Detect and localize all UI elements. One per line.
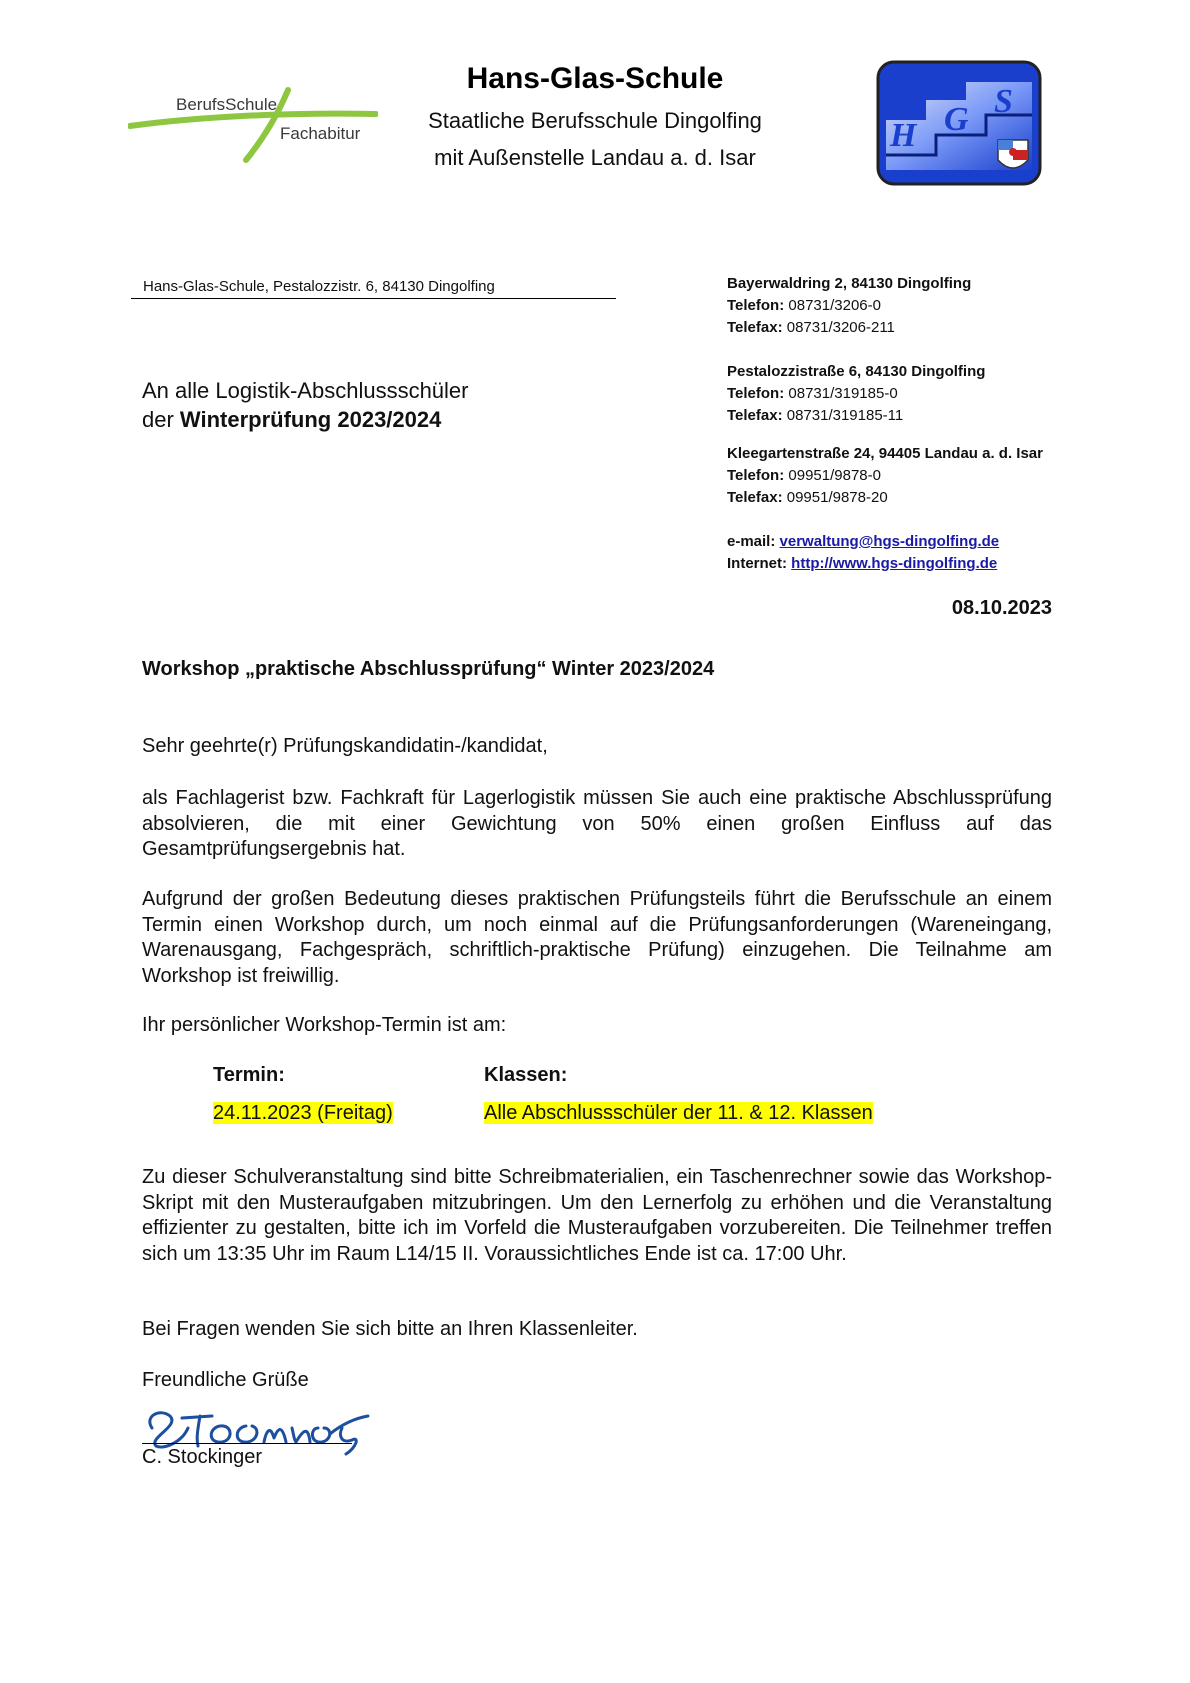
contact-block xyxy=(727,273,1107,575)
hgs-logo xyxy=(876,60,1042,186)
termin-value: 24.11.2023 (Freitag) xyxy=(213,1102,393,1124)
signature-line xyxy=(142,1443,352,1444)
logo-text-fachabitur: Fachabitur xyxy=(280,124,361,143)
hgs-letter-h: H xyxy=(890,117,917,154)
school-subtitle-1: Staatliche Berufsschule Dingolfing xyxy=(428,108,762,133)
school-subtitle-2: mit Außenstelle Landau a. d. Isar xyxy=(434,145,756,170)
recipient-exam-name: Winterprüfung 2023/2024 xyxy=(179,407,442,432)
hgs-letter-s: S xyxy=(994,83,1013,120)
school-name: Hans-Glas-Schule xyxy=(466,62,724,95)
paragraph-2: Aufgrund der großen Bedeutung dieses praktischen Prüfungsteils führt die Berufsschule an einem Termin einen Workshop durch, um noch einmal auf die Prüfungsanforderungen (Wareneingang, Warenausgang, Fachgespräch, schriftlich-praktische Prüfung) einzugehen. Die Teilnahme am Workshop ist freiwillig. xyxy=(142,888,1052,987)
recipient-line-1: An alle Logistik-Abschlussschüler xyxy=(142,378,469,403)
sender-return-address: Hans-Glas-Schule, Pestalozzistr. 6, 84130 Dingolfing xyxy=(131,278,616,299)
letter-subject: Workshop „praktische Abschlussprüfung“ Winter 2023/2024 xyxy=(142,658,715,680)
recipient-block xyxy=(142,376,469,434)
klassen-label: Klassen: xyxy=(484,1064,568,1086)
location-2-fax: Telefax: 08731/319185-11 xyxy=(727,407,904,424)
logo-text-berufsschule: BerufsSchule xyxy=(176,95,278,114)
email-link[interactable]: verwaltung@hgs-dingolfing.de xyxy=(779,533,1000,550)
location-1-phone: Telefon: 08731/3206-0 xyxy=(727,297,881,314)
signer-name: C. Stockinger xyxy=(142,1446,263,1468)
salutation: Sehr geehrte(r) Prüfungskandidatin-/kandidat, xyxy=(142,735,548,757)
letter-date: 08.10.2023 xyxy=(951,597,1052,619)
hgs-letter-g: G xyxy=(944,101,969,138)
location-2-phone: Telefon: 08731/319185-0 xyxy=(727,385,898,402)
location-3-fax: Telefax: 09951/9878-20 xyxy=(727,489,888,506)
location-1-fax: Telefax: 08731/3206-211 xyxy=(727,319,895,336)
paragraph-5: Bei Fragen wenden Sie sich bitte an Ihren Klassenleiter. xyxy=(142,1318,638,1340)
recipient-line-2: der Winterprüfung 2023/2024 xyxy=(142,407,442,432)
paragraph-3: Ihr persönlicher Workshop-Termin ist am: xyxy=(142,1014,507,1036)
location-3-phone: Telefon: 09951/9878-0 xyxy=(727,467,881,484)
coat-of-arms-icon xyxy=(998,140,1028,168)
location-3-address: Kleegartenstraße 24, 94405 Landau a. d. Isar xyxy=(727,445,1043,462)
berufsschule-logo xyxy=(128,84,378,164)
location-1-address: Bayerwaldring 2, 84130 Dingolfing xyxy=(727,275,972,292)
klassen-value: Alle Abschlussschüler der 11. & 12. Klassen xyxy=(484,1102,873,1124)
termin-label: Termin: xyxy=(213,1064,285,1086)
internet-row: Internet: http://www.hgs-dingolfing.de xyxy=(727,555,998,572)
website-link[interactable]: http://www.hgs-dingolfing.de xyxy=(791,555,998,572)
location-2-address: Pestalozzistraße 6, 84130 Dingolfing xyxy=(727,363,986,380)
paragraph-1: als Fachlagerist bzw. Fachkraft für Lagerlogistik müssen Sie auch eine praktische Abschlussprüfung absolvieren, die mit einer Gewichtung von 50% einen großen Einfluss auf das Gesamtprüfungsergebnis hat. xyxy=(142,787,1052,860)
email-row: e-mail: verwaltung@hgs-dingolfing.de xyxy=(727,533,1000,550)
paragraph-4: Zu dieser Schulveranstaltung sind bitte Schreibmaterialien, ein Taschenrechner sowie das Workshop-Skript mit den Musteraufgaben mitzubringen. Um den Lernerfolg zu erhöhen und die Veranstaltung effizienter zu gestalten, bitte ich im Vorfeld die Musteraufgaben vorzubereiten. Die Teilnehmer treffen sich um 13:35 Uhr im Raum L14/15 II. Voraussichtliches Ende ist ca. 17:00 Uhr. xyxy=(142,1166,1052,1265)
closing: Freundliche Grüße xyxy=(142,1369,309,1391)
